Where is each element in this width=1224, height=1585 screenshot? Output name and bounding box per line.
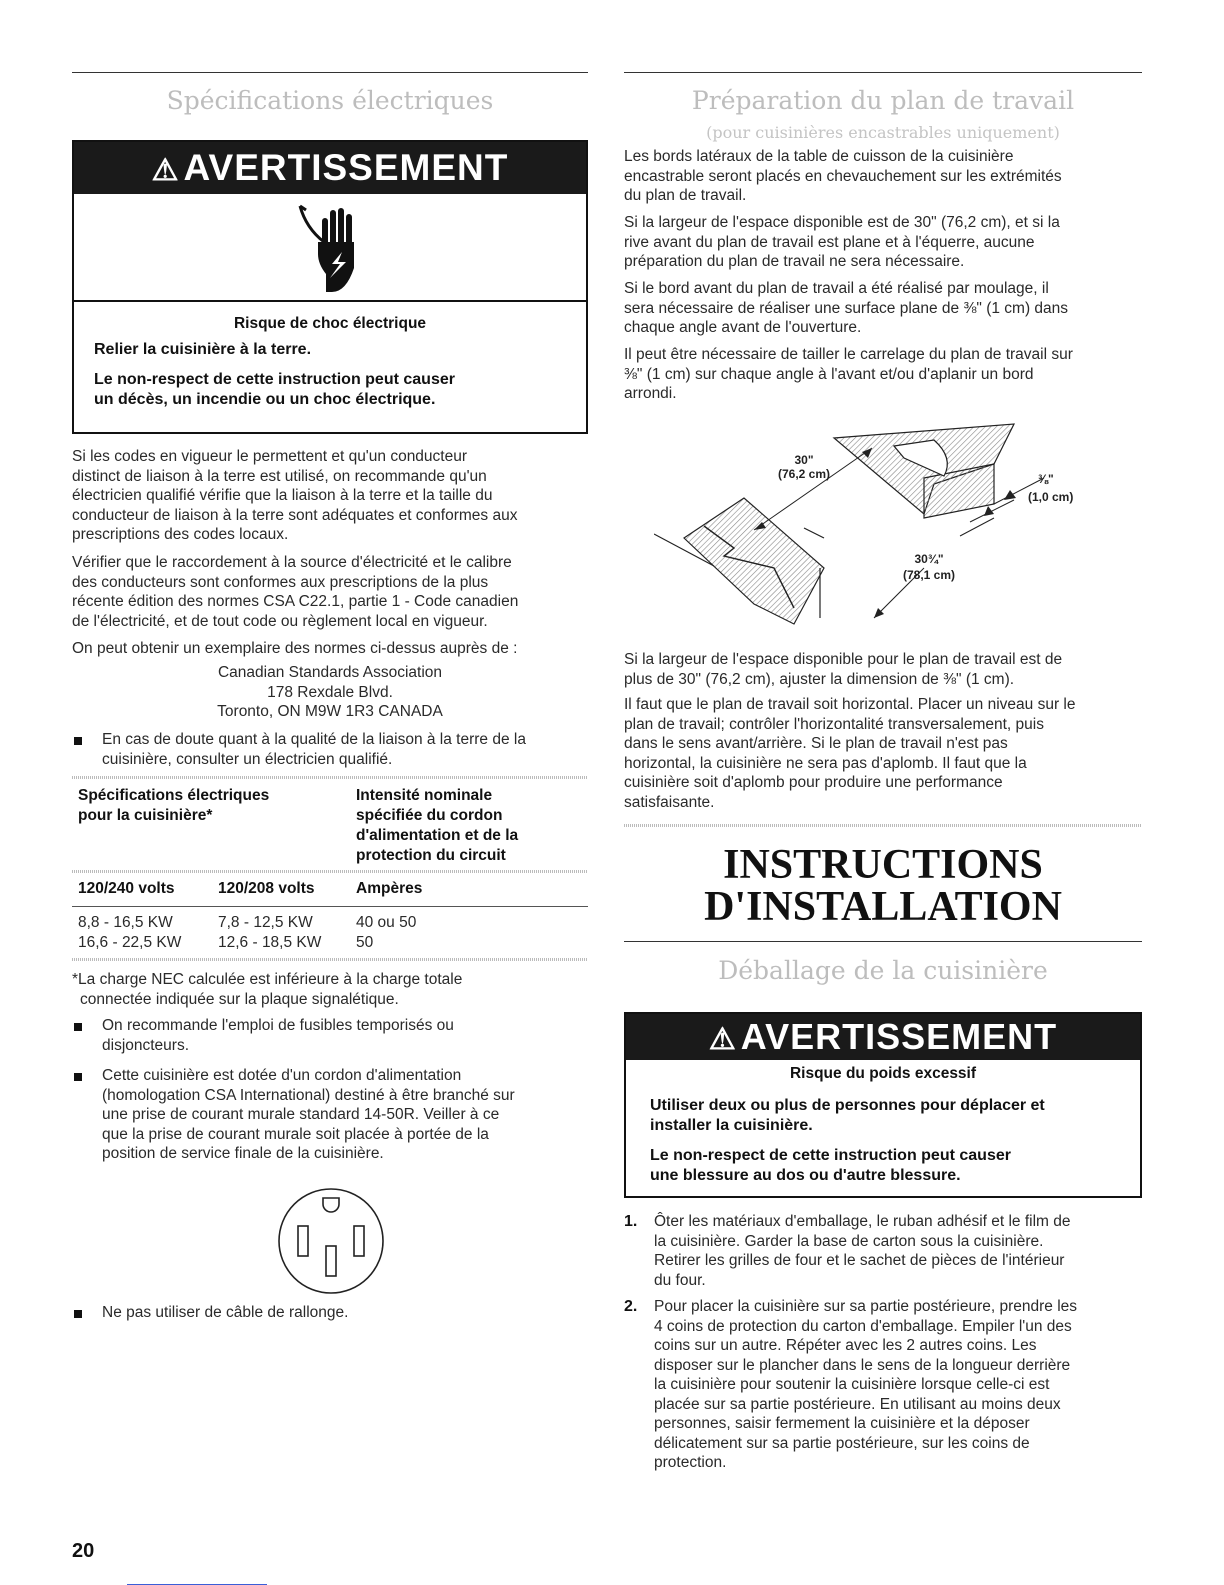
paragraph-obtain: On peut obtenir un exemplaire des normes ci-dessus auprès de : bbox=[72, 640, 518, 657]
warning-risk: Risque de choc électrique bbox=[233, 315, 427, 332]
bullet-icon bbox=[74, 1073, 82, 1081]
paragraph-adjust: Si la largeur de l'espace disponible pour le plan de travail est de plus de 30" (76,2 cm), ajuster la dimension de ⅜" (1 cm). bbox=[624, 651, 1063, 688]
paragraph-molding: Si le bord avant du plan de travail a été réalisé par moulage, il sera nécessaire de réaliser une surface plane de ⅜" (1 cm) dans chaque angle avant de l'ouverture. bbox=[624, 280, 1069, 336]
table-header-rule bbox=[72, 906, 588, 907]
footnote: *La charge NEC calculée est inférieure à la charge totale connectée indiquée sur la plaque signalétique. bbox=[72, 971, 463, 1008]
paragraph-tile: Il peut être nécessaire de tailler le carrelage du plan de travail sur ⅜" (1 cm) sur chaque angle à l'avant et/ou d'aplanir un bord arrondi. bbox=[624, 346, 1073, 402]
paragraph-overlap: Les bords latéraux de la table de cuisson de la cuisinière encastrable seront placés en chevauchement sur les extrémités du plan de travail. bbox=[624, 148, 1062, 204]
section-rule bbox=[72, 72, 588, 73]
section-subtitle: (pour cuisinières encastrables uniquement) bbox=[706, 123, 1060, 142]
warning-icon-area bbox=[74, 194, 586, 302]
warning-line1: Relier la cuisinière à la terre. bbox=[94, 341, 312, 358]
warning-heading: ⚠ AVERTISSEMENT bbox=[626, 1014, 1140, 1060]
warning-line2b: un décès, un incendie ou un choc électrique. bbox=[94, 391, 436, 408]
section-rule bbox=[624, 72, 1142, 73]
table-header-rating: Intensité nominale spécifiée du cordon d'alimentation et de la protection du circuit bbox=[356, 787, 519, 864]
warning-box-weight bbox=[624, 1012, 1142, 1198]
dimension-30-in: 30" (76,2 cm) bbox=[777, 453, 831, 481]
address-block: Canadian Standards Association 178 Rexdale Blvd. Toronto, ON M9W 1R3 CANADA bbox=[217, 664, 443, 720]
table-sub-208: 120/208 volts bbox=[218, 880, 315, 897]
instructions-title: INSTRUCTIONS D'INSTALLATION bbox=[704, 842, 1062, 930]
paragraph-grounding: Si les codes en vigueur le permettent et qu'un conducteur distinct de liaison à la terre est utilisé, on recommande qu'un électricien qualifié vérifie que la liaison à la terre et la taille du conducteur de liaison à la terre sont adéquates et conformes aux prescriptions des codes locaux. bbox=[72, 448, 518, 543]
section-title-unpacking: Déballage de la cuisinière bbox=[718, 956, 1048, 985]
table-bottom-rule bbox=[72, 958, 588, 961]
table-mid-rule bbox=[72, 870, 588, 873]
paragraph-level: Il faut que le plan de travail soit horizontal. Placer un niveau sur le plan de travail; contrôler l'horizontalité transversalement, puis dans le sens avant/arrière. Si le plan de travail n'est pas horizontal, la cuisinière ne sera pas d'aplomb. Il faut que la cuisinière soit d'aplomb pour produire une performance satisfaisante. bbox=[624, 696, 1076, 811]
step-number: 2. bbox=[624, 1298, 638, 1315]
paragraph-csa: Vérifier que le raccordement à la source d'électricité et le calibre des conducteurs sont conformes aux prescriptions de la plus récente édition des normes CSA C22.1, partie 1 - Code canadien de l'électricité, et de tout code ou règlement local en vigueur. bbox=[72, 554, 519, 630]
warning-line2a: Le non-respect de cette instruction peut causer bbox=[650, 1147, 1011, 1164]
warning-triangle-icon: ⚠ bbox=[708, 1023, 737, 1056]
warning-line1b: installer la cuisinière. bbox=[650, 1117, 813, 1134]
outlet-14-50r-icon bbox=[276, 1186, 386, 1296]
paragraph-width: Si la largeur de l'espace disponible est de 30" (76,2 cm), et si la rive avant du plan de travail est plane et à l'équerre, aucune préparation du plan de travail ne sera nécessaire. bbox=[624, 214, 1060, 270]
table-sub-amperes: Ampères bbox=[356, 880, 423, 897]
step-place-back: Pour placer la cuisinière sur sa partie postérieure, prendre les 4 coins de protection du carton d'emballage. Empiler l'un des coins sur un autre. Répéter avec les 2 autres coins. Les disposer sur le plancher dans le sens de la longueur derrière la cuisinière pour soutenir la cuisinière lorsque celle-ci est placée sur sa partie postérieure. En utilisant au moins deux personnes, saisir fermement la cuisinière et la déposer délicatement sur sa partie postérieure, sur les coins de protection. bbox=[654, 1298, 1078, 1471]
warning-risk: Risque du poids excessif bbox=[789, 1065, 977, 1082]
warning-heading: ⚠ AVERTISSEMENT bbox=[74, 142, 586, 194]
section-title-electrical: Spécifications électriques bbox=[166, 86, 494, 115]
bullet-fuses: On recommande l'emploi de fusibles temporisés ou disjoncteurs. bbox=[102, 1017, 454, 1054]
divider-rule bbox=[624, 824, 1142, 827]
warning-box-electrical bbox=[72, 140, 588, 434]
warning-line1a: Utiliser deux ou plus de personnes pour déplacer et bbox=[650, 1097, 1045, 1114]
bullet-extension: Ne pas utiliser de câble de rallonge. bbox=[102, 1304, 349, 1321]
electric-shock-hand-icon bbox=[296, 198, 366, 294]
page-number: 20 bbox=[72, 1540, 95, 1562]
section-rule bbox=[624, 941, 1142, 942]
table-sub-240: 120/240 volts bbox=[78, 880, 175, 897]
bullet-icon bbox=[74, 737, 82, 745]
warning-line2b: une blessure au dos ou d'autre blessure. bbox=[650, 1167, 961, 1184]
warning-triangle-icon: ⚠ bbox=[151, 154, 180, 187]
warning-line2a: Le non-respect de cette instruction peut causer bbox=[94, 371, 455, 388]
bullet-electrician: En cas de doute quant à la qualité de la liaison à la terre de la cuisinière, consulter un électricien qualifié. bbox=[102, 731, 526, 768]
step-number: 1. bbox=[624, 1213, 638, 1230]
table-top-rule bbox=[72, 776, 588, 779]
countertop-diagram bbox=[654, 418, 1094, 638]
bullet-icon bbox=[74, 1310, 82, 1318]
table-header-specs: Spécifications électriques pour la cuisinière* bbox=[78, 787, 270, 824]
bullet-icon bbox=[74, 1023, 82, 1031]
bullet-cord: Cette cuisinière est dotée d'un cordon d'alimentation (homologation CSA International) destiné à être branché sur une prise de courant murale standard 14-50R. Veiller à ce que la prise de courant murale soit placée à portée de la position de service finale de la cuisinière. bbox=[102, 1067, 515, 1162]
section-title-countertop: Préparation du plan de travail bbox=[691, 86, 1075, 115]
dimension-3-8-in: ⅜" (1,0 cm) bbox=[1028, 472, 1074, 504]
step-unpack: Ôter les matériaux d'emballage, le ruban adhésif et le film de la cuisinière. Garder la base de carton sous la cuisinière. Retirer les grilles de four et le sachet de pièces de l'intérieur du four. bbox=[654, 1213, 1071, 1289]
dimension-30-3-4-in: 30¾" (78,1 cm) bbox=[902, 552, 956, 582]
